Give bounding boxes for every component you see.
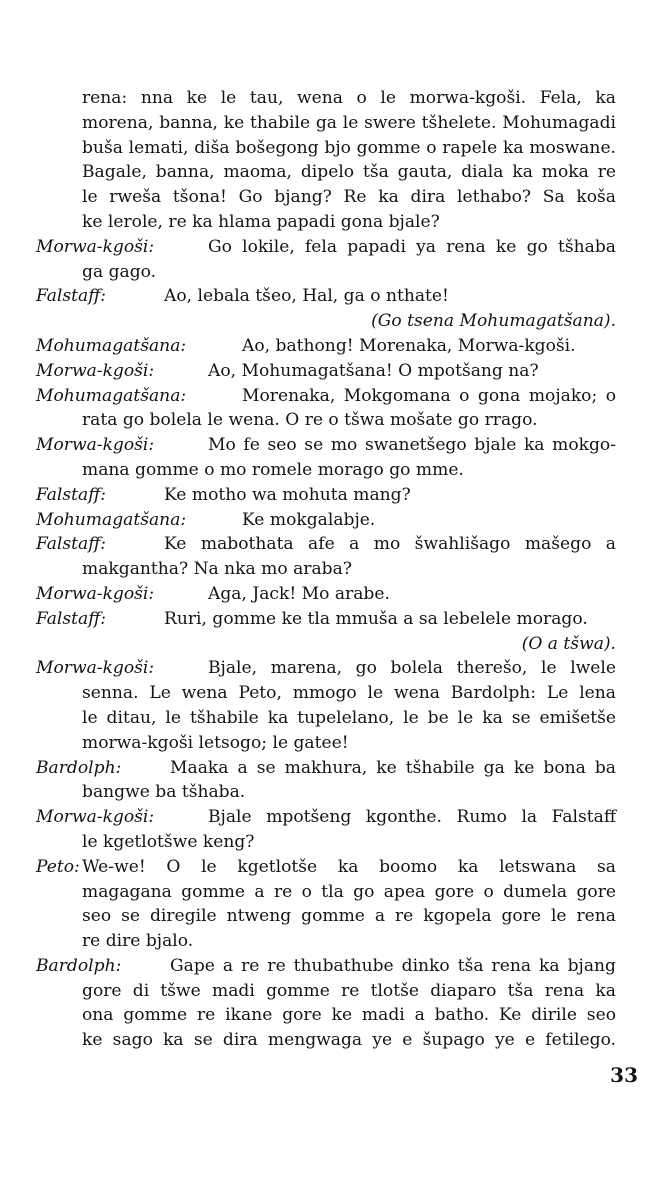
speaker-name: Falstaff:: [36, 484, 107, 505]
continuation-line: buša lemati, diša bošegong bjo gomme o rapele ka moswane.: [82, 137, 616, 158]
page-number: 33: [610, 1063, 638, 1087]
speaker-name: Falstaff:: [36, 608, 107, 629]
continuation-line: ke lerole, re ka hlama papadi gona bjale?: [82, 211, 440, 232]
dialogue-line: [36, 284, 616, 309]
dialogue-text: Maaka a se makhura, ke tšhabile ga ke bona ba: [170, 757, 616, 778]
dialogue-text: Go lokile, fela papadi ya rena ke go tšhaba: [208, 236, 616, 257]
speaker-name: Peto:: [36, 856, 80, 877]
dialogue-line: [36, 384, 616, 409]
dialogue-text: Ke motho wa mohuta mang?: [164, 484, 411, 505]
dialogue-line: [36, 508, 616, 533]
speaker-name: Mohumagatšana:: [36, 335, 187, 356]
dialogue-text: Aga, Jack! Mo arabe.: [208, 583, 390, 604]
dialogue-line: [36, 805, 616, 830]
dialogue-line: [36, 235, 616, 260]
dialogue-line: [36, 607, 616, 632]
dialogue-text: Ao, bathong! Morenaka, Morwa-kgoši.: [242, 335, 576, 356]
continuation-line: gore di tšwe madi gomme re tlotše diaparo tša rena ka: [82, 980, 616, 1001]
continuation-line: ke sago ka se dira mengwaga ye e šupago ye e fetilego.: [82, 1030, 616, 1051]
speaker-name: Bardolph:: [36, 757, 122, 778]
speaker-name: Morwa-kgoši:: [36, 236, 155, 257]
continuation-line: magagana gomme a re o tla go apea gore o dumela gore: [82, 881, 616, 902]
continuation-line: ga gago.: [82, 261, 157, 282]
dialogue-text: Mo fe seo se mo swanetšego bjale ka mokgo-: [208, 435, 616, 456]
continuation-line: seo se diregile ntweng gomme a re kgopela gore le rena: [82, 906, 616, 927]
dialogue-line: [36, 756, 616, 781]
speaker-name: Morwa-kgoši:: [36, 658, 155, 679]
continuation-line: le ditau, le tšhabile ka tupelelano, le be le ka se emišetše: [82, 707, 616, 728]
speaker-name: Mohumagatšana:: [36, 385, 187, 406]
continuation-line: morwa-kgoši letsogo; le gatee!: [82, 732, 349, 753]
continuation-line: bangwe ba tšhaba.: [82, 782, 246, 803]
dialogue-line: [36, 582, 616, 607]
dialogue-text: Ruri, gomme ke tla mmuša a sa lebelele morago.: [164, 608, 588, 629]
dialogue-text: Ke mokgalabje.: [242, 509, 376, 530]
continuation-line: senna. Le wena Peto, mmogo le wena Bardolph: Le lena: [82, 683, 616, 704]
dialogue-line: [36, 656, 616, 681]
continuation-line: morena, banna, ke thabile ga le swere tšhelete. Mohumagadi: [82, 112, 616, 133]
play-text: [36, 86, 616, 1053]
continuation-line: rena: nna ke le tau, wena o le morwa-kgoši. Fela, ka: [82, 88, 616, 108]
dialogue-text: Ao, Mohumagatšana! O mpotšang na?: [208, 360, 539, 381]
dialogue-text: Gape a re re thubathube dinko tša rena ka bjang: [170, 955, 616, 976]
continuation-line: le rweša tšona! Go bjang? Re ka dira lethabo? Sa koša: [82, 187, 616, 208]
speaker-name: Morwa-kgoši:: [36, 583, 155, 604]
speaker-name: Bardolph:: [36, 955, 122, 976]
dialogue-line: [36, 532, 616, 557]
dialogue-line: [36, 483, 616, 508]
speaker-name: Morwa-kgoši:: [36, 360, 155, 381]
stage-direction: (O a tšwa).: [521, 633, 616, 654]
continuation-line: Bagale, banna, maoma, dipelo tša gauta, diala ka moka re: [82, 162, 616, 183]
continuation-line: le kgetlotšwe keng?: [82, 831, 255, 852]
dialogue-line: [36, 954, 616, 979]
speaker-name: Morwa-kgoši:: [36, 807, 155, 828]
dialogue-line: [36, 334, 616, 359]
speaker-name: Falstaff:: [36, 534, 107, 555]
speaker-name: Mohumagatšana:: [36, 509, 187, 530]
continuation-line: mana gomme o mo romele morago go mme.: [82, 459, 464, 480]
continuation-line: re dire bjalo.: [82, 931, 194, 952]
dialogue-line: [36, 359, 616, 384]
continuation-line: makgantha? Na nka mo araba?: [82, 559, 352, 580]
dialogue-text: We-we! O le kgetlotše ka boomo ka letswana sa: [82, 856, 616, 877]
dialogue-text: Bjale mpotšeng kgonthe. Rumo la Falstaff: [208, 807, 616, 828]
stage-direction: (Go tsena Mohumagatšana).: [371, 311, 616, 332]
dialogue-line: [36, 433, 616, 458]
dialogue-text: Bjale, marena, go bolela therešo, le lwele: [208, 658, 616, 679]
dialogue-text: Ao, lebala tšeo, Hal, ga o nthate!: [164, 286, 449, 307]
speaker-name: Falstaff:: [36, 286, 107, 307]
dialogue-text: Morenaka, Mokgomana o gona mojako; o: [242, 385, 616, 406]
continuation-line: ona gomme re ikane gore ke madi a batho. Ke dirile seo: [82, 1005, 616, 1026]
dialogue-text: Ke mabothata afe a mo šwahlišago mašego a: [164, 534, 616, 555]
speaker-name: Morwa-kgoši:: [36, 435, 155, 456]
dialogue-line: [36, 855, 616, 880]
continuation-line: rata go bolela le wena. O re o tšwa mošate go rrago.: [82, 410, 538, 431]
